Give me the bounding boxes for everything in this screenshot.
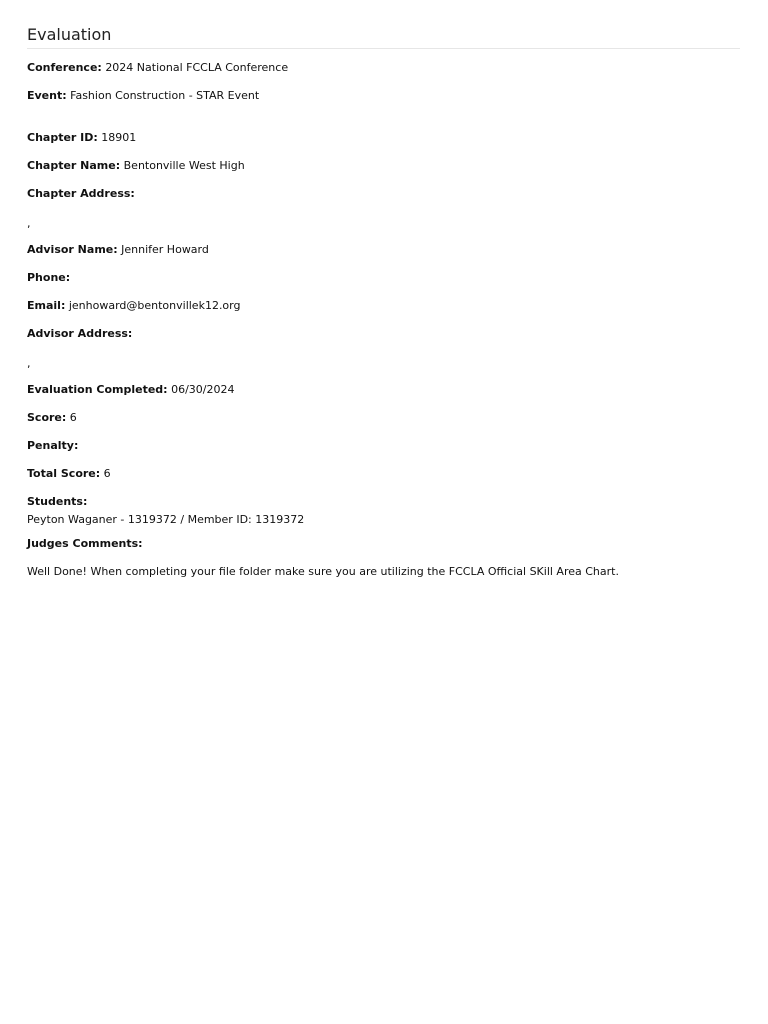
event-value: Fashion Construction - STAR Event [70, 89, 260, 102]
evaluation-completed-label: Evaluation Completed: [27, 383, 168, 396]
advisor-address-label: Advisor Address: [27, 327, 133, 340]
chapter-id-value: 18901 [101, 131, 137, 144]
chapter-id-field [27, 131, 136, 145]
evaluation-completed-field [27, 383, 234, 397]
chapter-address-line: , [27, 217, 31, 230]
page-title: Evaluation [27, 24, 740, 49]
score-value: 6 [69, 411, 77, 424]
advisor-name-value: Jennifer Howard [121, 243, 209, 256]
students-field [27, 495, 87, 509]
conference-field [27, 61, 288, 75]
score-label: Score: [27, 411, 67, 424]
evaluation-header [27, 24, 740, 49]
chapter-id-label: Chapter ID: [27, 131, 98, 144]
student-entry: Peyton Waganer - 1319372 / Member ID: 1319372 [27, 513, 305, 526]
penalty-field [27, 439, 78, 453]
advisor-name-label: Advisor Name: [27, 243, 118, 256]
evaluation-completed-value: 06/30/2024 [171, 383, 235, 396]
email-value: jenhoward@bentonvillek12.org [68, 299, 241, 312]
penalty-label: Penalty: [27, 439, 79, 452]
judges-comments-field [27, 537, 143, 551]
advisor-name-field [27, 243, 209, 257]
email-label: Email: [27, 299, 66, 312]
chapter-address-label: Chapter Address: [27, 187, 135, 200]
conference-value: 2024 National FCCLA Conference [105, 61, 289, 74]
score-field [27, 411, 77, 425]
chapter-address-field [27, 187, 135, 201]
total-score-label: Total Score: [27, 467, 101, 480]
advisor-address-line: , [27, 357, 31, 370]
judges-comments-label: Judges Comments: [27, 537, 143, 550]
chapter-name-value: Bentonville West High [123, 159, 245, 172]
conference-label: Conference: [27, 61, 102, 74]
students-label: Students: [27, 495, 88, 508]
total-score-value: 6 [103, 467, 111, 480]
judges-comments-text: Well Done! When completing your file folder make sure you are utilizing the FCCLA Official SKill Area Chart. [27, 565, 619, 578]
chapter-name-field [27, 159, 245, 173]
event-label: Event: [27, 89, 67, 102]
phone-label: Phone: [27, 271, 71, 284]
chapter-name-label: Chapter Name: [27, 159, 121, 172]
total-score-field [27, 467, 111, 481]
email-field [27, 299, 240, 313]
phone-field [27, 271, 70, 285]
event-field [27, 89, 259, 103]
advisor-address-field [27, 327, 132, 341]
